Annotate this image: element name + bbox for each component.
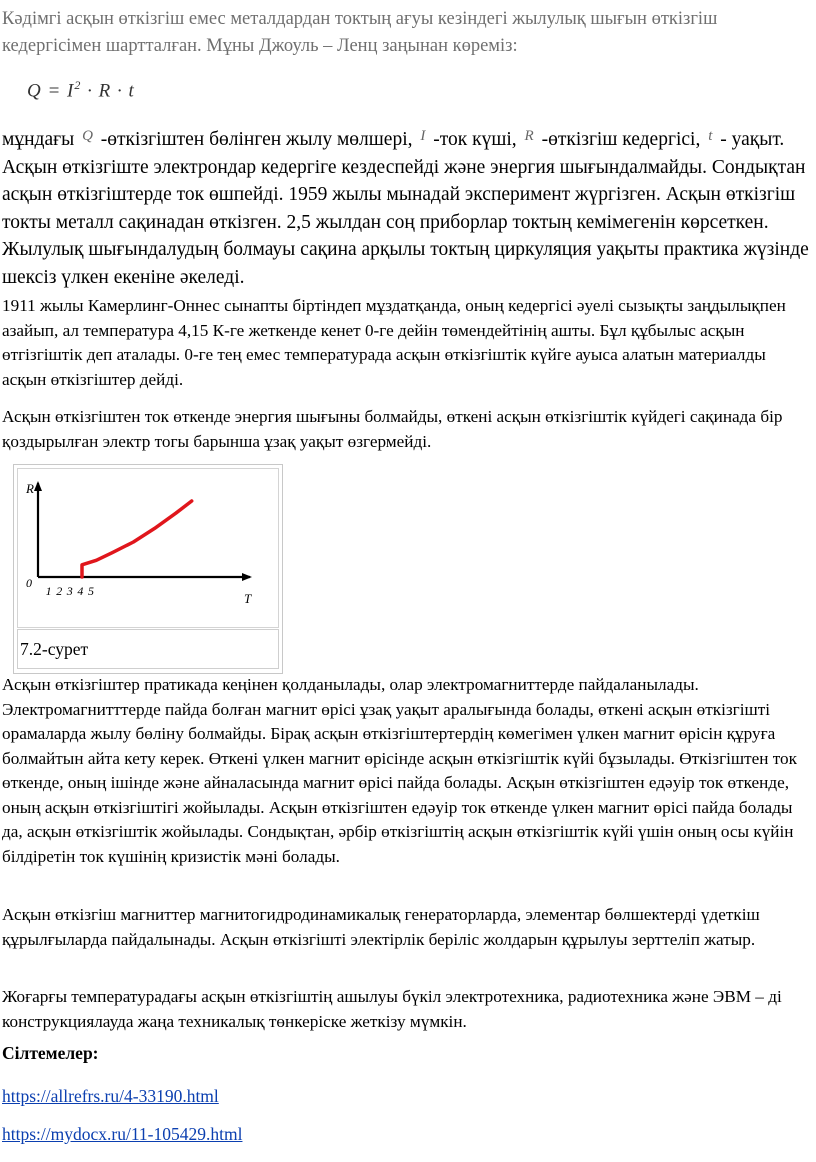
main-paragraph [2,123,814,291]
onnes-paragraph: 1911 жылы Камерлинг-Оннес сынапты біртіндеп мұздатқанда, оның кедергісі әуелі сызықты заңдылықпен азайып, ал температура 4,15 К-ге жеткенде кенет 0-ге дейін төмендейтінің ашты. Бұл құбылыс асқын өтгізгіштік деп аталады. 0-ге тең емес температурада асқын өткізгіштік күйге ауыса алатын материалды асқын өткізгіштер дейді. [2,296,786,389]
symbol-r: R [524,128,534,144]
chart-svg [18,469,276,625]
y-axis-label: R [26,481,34,496]
y-axis-arrow [34,481,42,491]
reference-link-2[interactable]: https://mydocx.ru/11-105429.html [2,1124,243,1144]
x-tick-label: 4 [77,584,84,598]
formula-rest: · R · t [81,80,135,102]
references-title: Сілтемелер: [2,1043,99,1063]
resistance-curve [82,501,192,577]
symbol-t: t [708,128,713,144]
formula-eq: = I [41,80,75,102]
origin-label: 0 [26,576,32,590]
figure-caption: 7.2-сурет [17,629,279,669]
formula-exponent: 2 [74,78,82,92]
formula-q: Q [27,80,42,102]
text-segment: -өткізгіш кедергісі, [536,129,706,150]
figure-7-2 [13,464,283,674]
x-tick-label: 3 [66,584,73,598]
practice-paragraph: Асқын өткізгіштер пратикада кеңінен қолданылады, олар электромагниттерде пайдаланылады. Электромагнитттерде пайда болған магнит өрісі ұзақ уақыт аралығында болады, өткені асқын өткізгішті орамаларда жылу бөліну болмайды. Бірақ асқын өткізгіштертердің көмегімен үлкен магнит өрісін құруға болмайтын айта кету керек. Өткені үлкен магнит өрісінде асқын өткізгіштік күйі бұзылады. Өткізгіштен ток өткенде, оның ішінде және айналасында магнит өрісі пайда болады. Асқын өткізгіштен едәуір ток өткенде, оның асқын өткізгіштігі жойылады. Асқын өткізгіштен едәуір ток өткенде үлкен магнит өрісі пайда болады да, асқын өткізгіштік жойылады. Сондықтан, әрбір өткізгіштің асқын өткізгіштік күйі үшін оның осы күйін білдіретін ток күшінің кризистік мәні болады. [2,675,797,866]
x-axis-arrow [242,573,252,581]
text-segment: -өткізгіштен бөлінген жылу мөлшері, [95,129,418,150]
x-tick-label: 2 [56,584,63,598]
reference-link-1[interactable]: https://allrefrs.ru/4-33190.html [2,1086,219,1106]
x-tick-label: 1 [45,584,52,598]
text-segment: мұндағы [2,129,80,150]
symbol-i: I [420,128,426,144]
magnets-paragraph: Асқын өткізгіш магниттер магнитогидродинамикалық генераторларда, элементар бөлшектерді үдеткіш құрылғыларда пайдалынады. Асқын өткізгішті электірлік беріліс жолдарын құрылуы зерттеліп жатыр. [2,905,760,949]
future-paragraph: Жоғарғы температурадағы асқын өткізгіштің ашылуы бүкіл электротехника, радиотехника және ЭВМ – ді конструкциялауда жаңа техникалық төнкеріске жеткізу мүмкін. [2,987,782,1031]
x-tick-label: 5 [88,584,94,598]
text-segment: - уақыт. Асқын өткізгіште электрондар кедергіге кездеспейді және энергия шығындалмайды. Сондықтан асқын өткізгіштерде ток өшпейді. 1959 жылы мынадай эксперимент жүргізген. Асқын өткізгіш токты металл сақинадан өткізген. 2,5 жылдан соң приборлар токтың кемімегенін көрсеткен. Жылулық шығындалудың болмауы сақина арқылы токтың циркуляция уақыты практика жүзінде шексіз үлкен екеніне әкеледі. [2,129,809,288]
symbol-q: Q [82,128,93,144]
intro-paragraph: Кәдімгі асқын өткізгіш емес металдардан токтың ағуы кезіндегі жылулық шығын өткізгіш кедергісімен шартталған. Мұны Джоуль – Ленц заңынан көреміз: [2,9,718,56]
resistance-temperature-chart [17,468,279,628]
joule-lenz-formula [27,78,135,102]
text-segment: -ток күші, [428,129,522,150]
energy-loss-paragraph: Асқын өткізгіштен ток өткенде энергия шығыны болмайды, өткені асқын өткізгіштік күйдегі сақинада бір қоздырылған электр тогы барынша ұзақ уақыт өзгермейді. [2,407,783,451]
x-axis-label: T [244,591,252,606]
